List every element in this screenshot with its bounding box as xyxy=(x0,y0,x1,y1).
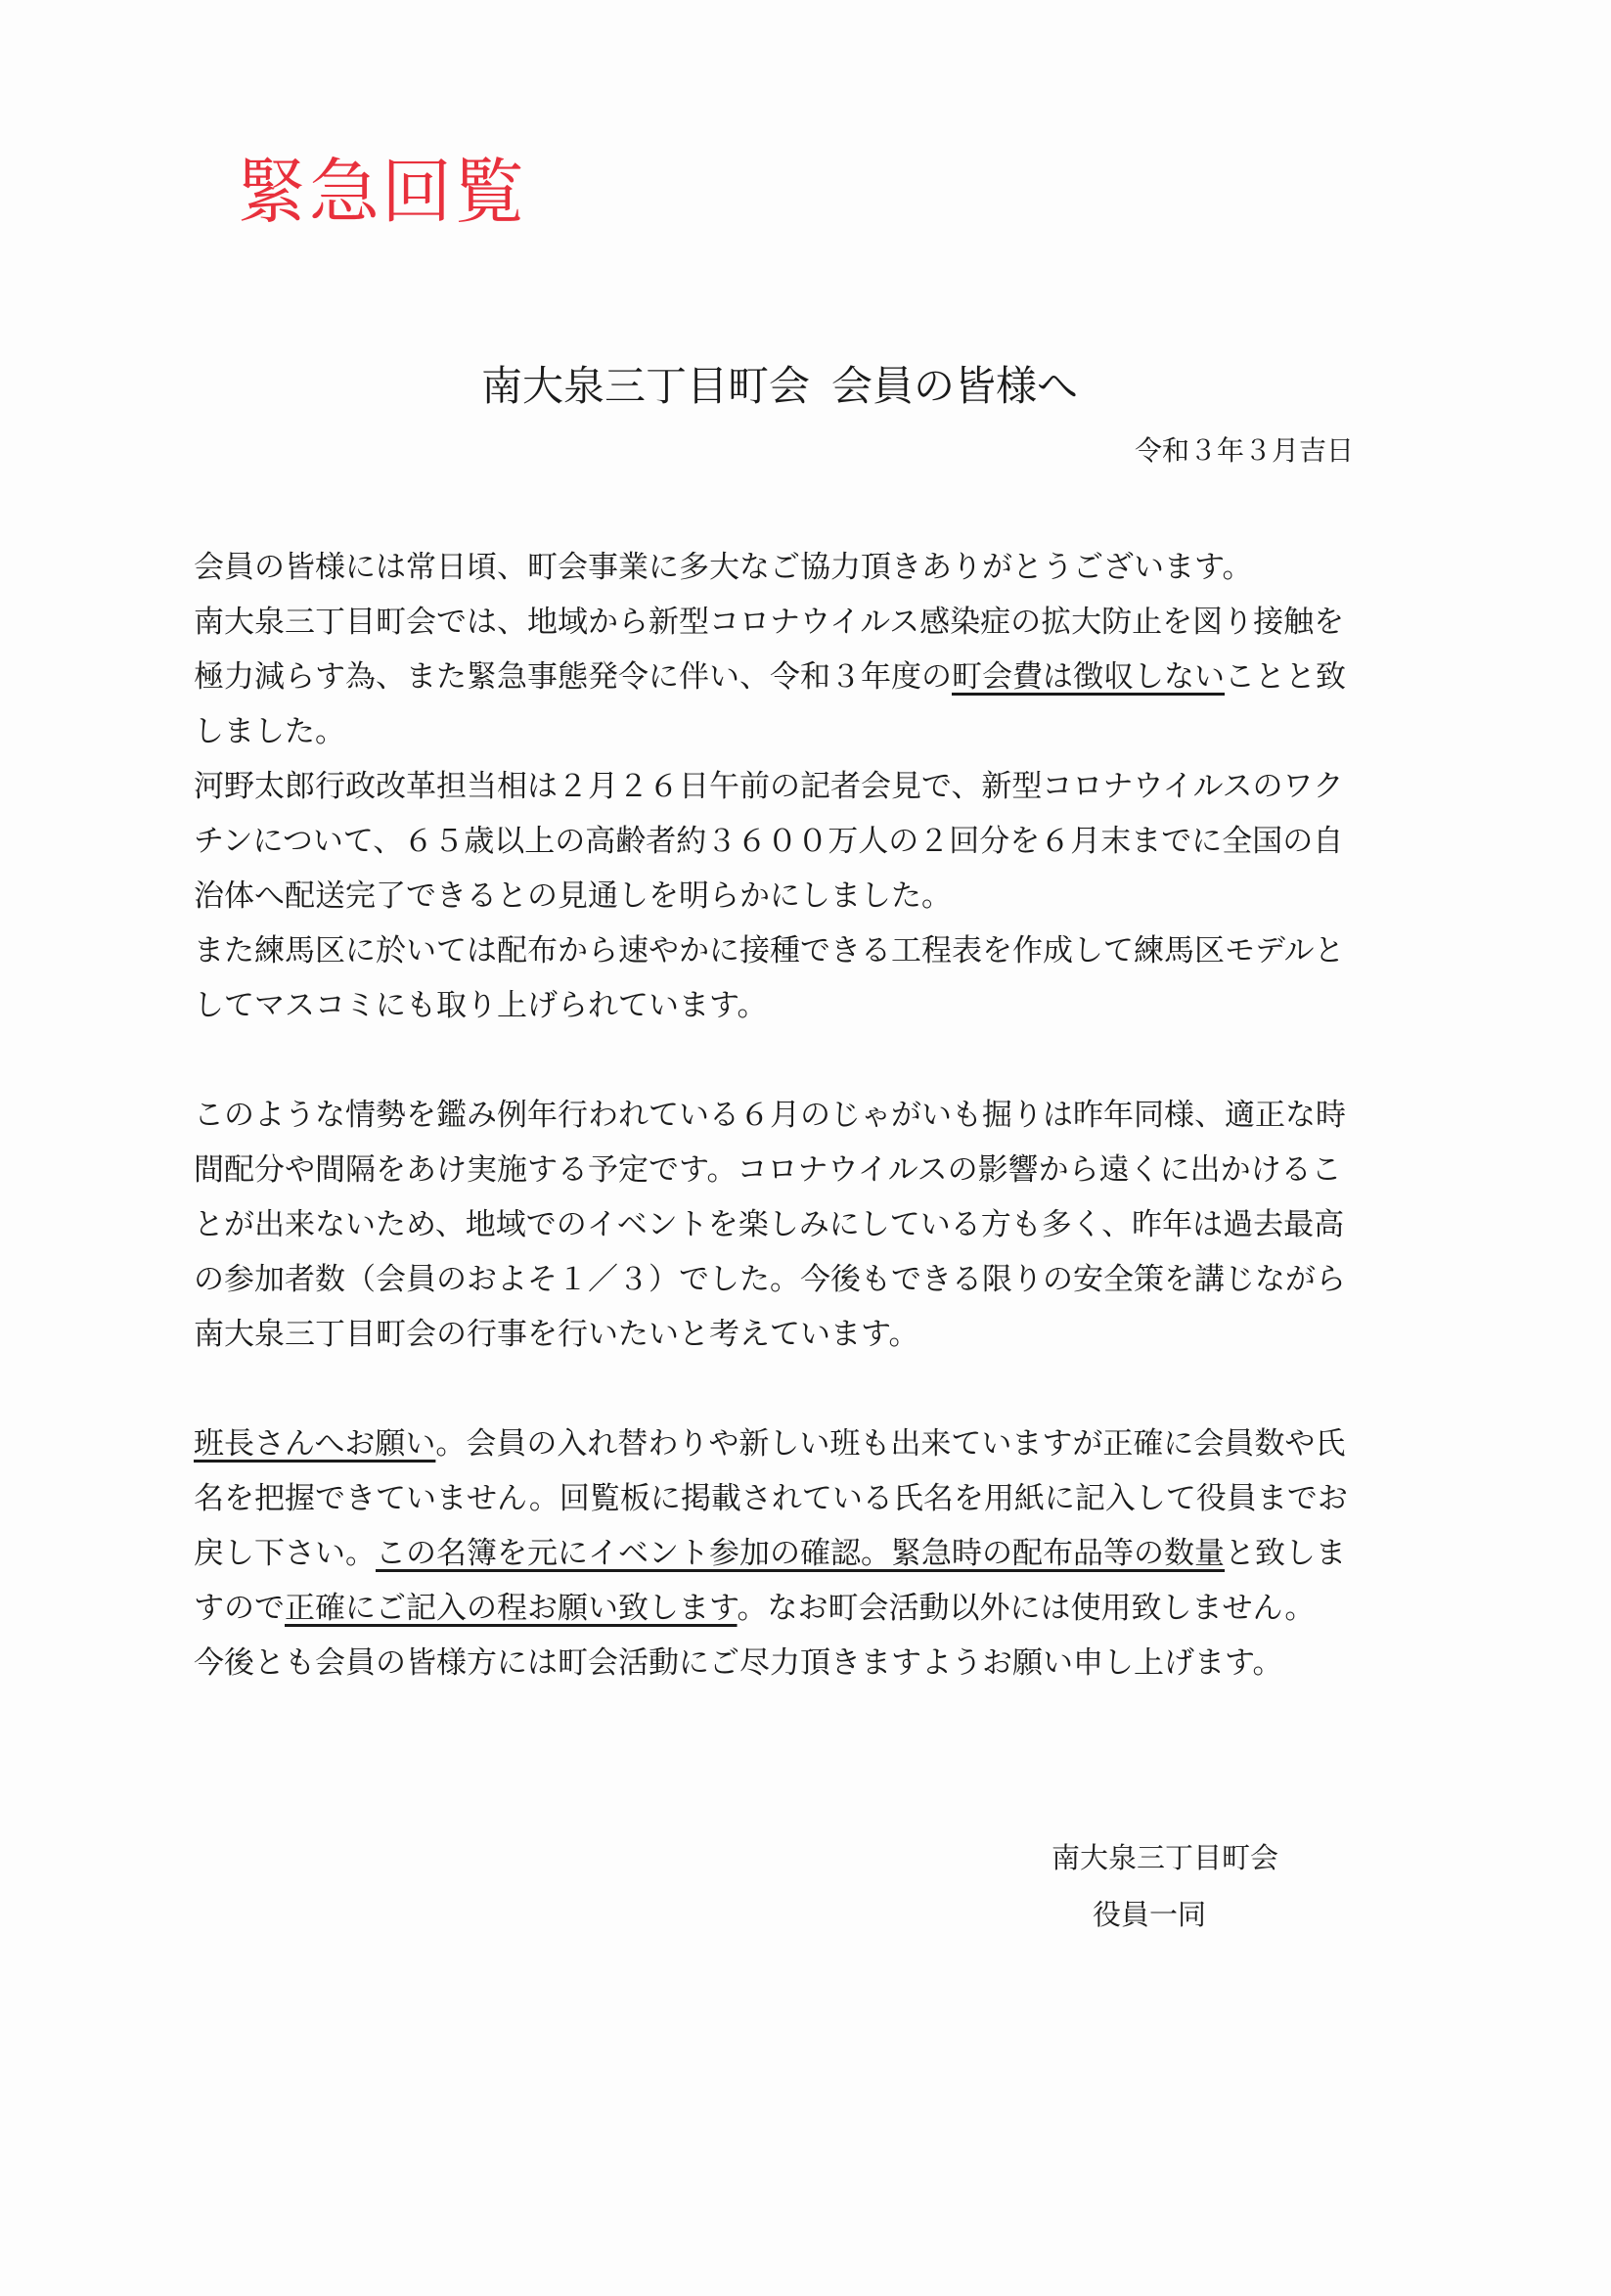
paragraph-spacer xyxy=(194,1362,1465,1417)
paragraph-line: 南大泉三丁目町会では、地域から新型コロナウイルス感染症の拡大防止を図り接触を xyxy=(194,605,1345,640)
paragraph-line: チンについて、６５歳以上の高齢者約３６００万人の２回分を６月末までに全国の自 xyxy=(194,824,1344,859)
urgent-circular-stamp: 緊急回覧 xyxy=(237,151,527,233)
paragraph-line: このような情勢を鑑み例年行われている６月のじゃがいも掘りは昨年同様、適正な時 xyxy=(194,1098,1346,1133)
paragraph-line: の参加者数（会員のおよそ１／３）でした。今後もできる限りの安全策を講じながら xyxy=(194,1262,1346,1297)
paragraph-line: とが出来ないため、地域でのイベントを楽しみにしている方も多く、昨年は過去最高 xyxy=(194,1207,1345,1242)
signature-officers: 役員一同 xyxy=(1093,1898,1207,1931)
notice-heading xyxy=(481,362,1078,411)
notice-date: 令和３年３月吉日 xyxy=(1135,434,1355,467)
paragraph-line: 治体へ配送完了できるとの見通しを明らかにしました。 xyxy=(194,878,952,914)
accurate-entry-underline: 正確にご記入の程お願い致します xyxy=(285,1591,738,1626)
paragraph-line: 極力減らす為、また緊急事態発令に伴い、令和３年度の町会費は徴収しないことと致 xyxy=(194,659,1346,695)
paragraph-spacer xyxy=(194,1033,1465,1088)
roster-purpose-underline: この名簿を元にイベント参加の確認。緊急時の配布品等の数量 xyxy=(376,1536,1225,1571)
paragraph-line: 今後とも会員の皆様方には町会活動にご尽力頂きますようお願い申し上げます。 xyxy=(194,1645,1283,1681)
paragraph-line: すので正確にご記入の程お願い致します。なお町会活動以外には使用致しません。 xyxy=(194,1591,1316,1626)
paragraph-line: 会員の皆様には常日頃、町会事業に多大なご協力頂きありがとうございます。 xyxy=(194,550,1253,585)
paragraph-line: 南大泉三丁目町会の行事を行いたいと考えています。 xyxy=(194,1317,919,1352)
paragraph-line: しました。 xyxy=(194,714,345,749)
paragraph-line: 戻し下さい。この名簿を元にイベント参加の確認。緊急時の配布品等の数量と致しま xyxy=(194,1536,1346,1571)
heading-org: 南大泉三丁目町会 xyxy=(481,362,811,410)
paragraph-line: 班長さんへお願い。会員の入れ替わりや新しい班も出来ていますが正確に会員数や氏 xyxy=(194,1426,1346,1462)
paragraph-request-to-leaders xyxy=(194,1417,1465,1690)
heading-audience: 会員の皆様へ xyxy=(831,362,1079,410)
signature-org: 南大泉三丁目町会 xyxy=(1052,1841,1279,1874)
request-to-leaders-underline: 班長さんへお願い xyxy=(194,1426,436,1462)
fee-not-collected-underline: 町会費は徴収しない xyxy=(952,659,1225,695)
paragraph-line: 間配分や間隔をあけ実施する予定です。コロナウイルスの影響から遠くに出かけるこ xyxy=(194,1152,1342,1188)
paragraph-greeting-and-vaccine xyxy=(194,540,1465,1033)
signature-block xyxy=(1052,1829,1278,1943)
paragraph-line: 河野太郎行政改革担当相は２月２６日午前の記者会見で、新型コロナウイルスのワク xyxy=(194,769,1344,804)
notice-body xyxy=(194,540,1465,1690)
paragraph-line: してマスコミにも取り上げられています。 xyxy=(194,988,768,1023)
paragraph-line: 名を把握できていません。回覧板に掲載されている氏名を用紙に記入して役員までお xyxy=(194,1481,1348,1516)
paragraph-potato-event xyxy=(194,1088,1465,1362)
paragraph-line: また練馬区に於いては配布から速やかに接種できる工程表を作成して練馬区モデルと xyxy=(194,933,1345,968)
